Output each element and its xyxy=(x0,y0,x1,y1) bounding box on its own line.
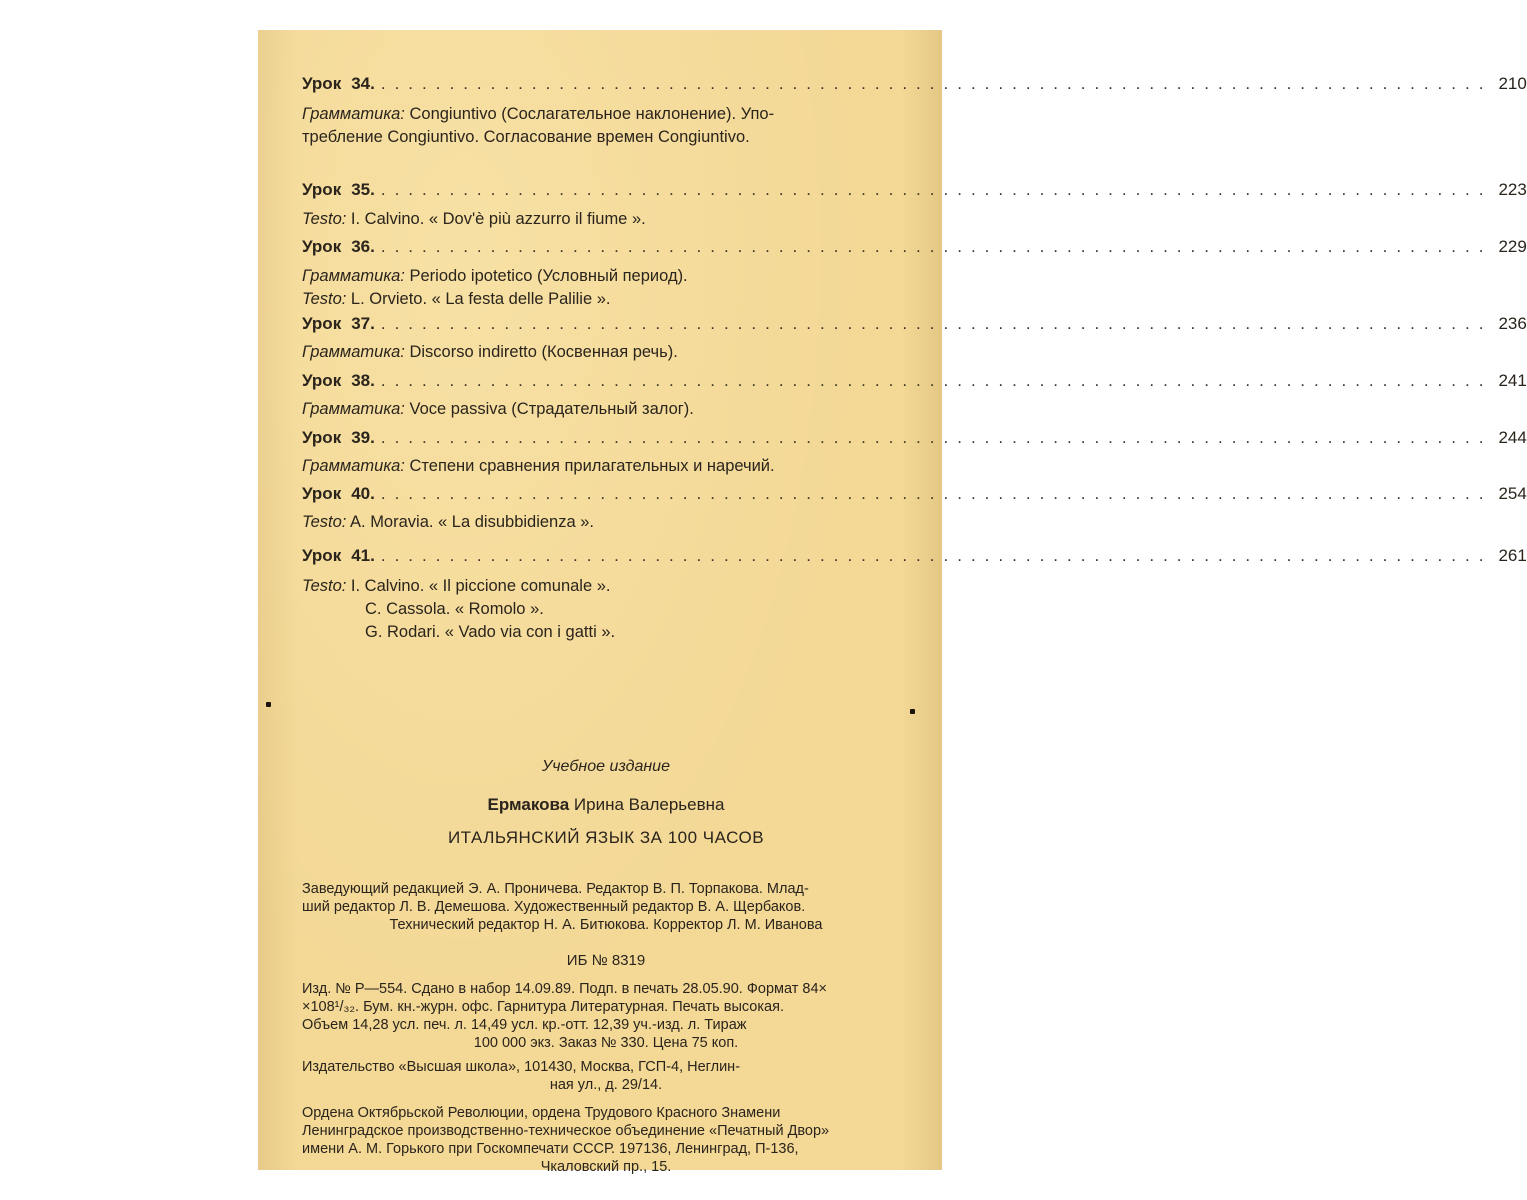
toc-row-lesson-39 xyxy=(302,426,1527,450)
page-number: 241 xyxy=(1498,371,1527,390)
book-title: ИТАЛЬЯНСКИЙ ЯЗЫК ЗА 100 ЧАСОВ xyxy=(447,828,765,847)
author-name: Ермакова Ирина Валерьевна xyxy=(487,795,725,814)
page-number: 223 xyxy=(1498,180,1527,199)
lesson-35-details: Testo: I. Calvino. « Dov'è più azzurro il fiume ». xyxy=(302,210,646,228)
lesson-label: Урок 35. xyxy=(302,180,375,199)
print-speck xyxy=(266,702,271,707)
lesson-label: Урок 34. xyxy=(302,74,375,93)
dot-leader: ................................................................................. xyxy=(380,546,1493,565)
page-number: 244 xyxy=(1498,428,1527,447)
editorial-staff: Заведующий редакцией Э. А. Проничева. Редактор В. П. Торпакова. Млад- ший редактор Л. В. Демешова. Художественный редактор В. А. Щербаков. Технический редактор Н. А. Битюкова. Корректор Л. М. Иванова xyxy=(302,881,823,933)
dot-leader: ................................................................................. xyxy=(380,428,1493,447)
lesson-38-details: Грамматика: Voce passiva (Страдательный залог). xyxy=(302,400,694,418)
book-page xyxy=(258,30,1527,1175)
dot-leader: ................................................................................. xyxy=(380,237,1493,256)
toc-row-lesson-34 xyxy=(302,72,1527,96)
toc-row-lesson-38 xyxy=(302,369,1527,393)
edition-type: Учебное издание xyxy=(542,758,670,775)
toc-row-lesson-41 xyxy=(302,544,1527,568)
dot-leader: ................................................................................. xyxy=(380,314,1493,333)
lesson-label: Урок 38. xyxy=(302,371,375,390)
toc-row-lesson-40 xyxy=(302,482,1527,506)
printer-info: Ордена Октябрьской Революции, ордена Трудового Красного Знамени Ленинградское производственно-техническое объединение «Печатный Двор» имени А. М. Горького при Госкомпечати СССР. 197136, Ленинград, П-136, Чкаловский пр., 15. xyxy=(302,1105,830,1175)
toc-row-lesson-37 xyxy=(302,312,1527,336)
dot-leader: ................................................................................. xyxy=(380,371,1493,390)
lesson-34-details: Грамматика: Congiuntivo (Сослагательное наклонение). Упо- требление Congiuntivo. Согласование времен Congiuntivo. xyxy=(302,105,775,146)
page-number: 254 xyxy=(1498,484,1527,503)
lesson-label: Урок 41. xyxy=(302,546,375,565)
dot-leader: ................................................................................. xyxy=(380,180,1493,199)
toc-row-lesson-36 xyxy=(302,235,1527,259)
lesson-label: Урок 40. xyxy=(302,484,375,503)
lesson-label: Урок 36. xyxy=(302,237,375,256)
lesson-37-details: Грамматика: Discorso indiretto (Косвенная речь). xyxy=(302,343,678,361)
toc-row-lesson-35 xyxy=(302,178,1527,202)
dot-leader: ................................................................................. xyxy=(380,484,1493,503)
lesson-40-details: Testo: A. Moravia. « La disubbidienza ». xyxy=(302,513,594,531)
page-number: 261 xyxy=(1498,546,1527,565)
page-number: 229 xyxy=(1498,237,1527,256)
lesson-36-details: Грамматика: Periodo ipotetico (Условный период). Testo: L. Orvieto. « La festa delle Palilie ». xyxy=(302,267,688,308)
print-info: Изд. № Р—554. Сдано в набор 14.09.89. Подп. в печать 28.05.90. Формат 84× ×108¹/₃₂. Бум. кн.-журн. офс. Гарнитура Литературная. Печать высокая. Объем 14,28 усл. печ. л. 14,49 усл. кр.-отт. 12,39 уч.-изд. л. Тираж 100 000 экз. Заказ № 330. Цена 75 коп. xyxy=(302,981,827,1051)
publisher-info: Издательство «Высшая школа», 101430, Москва, ГСП-4, Неглин- ная ул., д. 29/14. xyxy=(302,1059,741,1093)
lesson-41-details: Testo: I. Calvino. « Il piccione comunale ». C. Cassola. « Romolo ». G. Rodari. « Vado via con i gatti ». xyxy=(302,577,616,641)
lesson-label: Урок 39. xyxy=(302,428,375,447)
ib-number: ИБ № 8319 xyxy=(566,952,646,969)
dot-leader: ................................................................................. xyxy=(380,74,1493,93)
lesson-label: Урок 37. xyxy=(302,314,375,333)
page-number: 210 xyxy=(1498,74,1527,93)
lesson-39-details: Грамматика: Степени сравнения прилагательных и наречий. xyxy=(302,457,775,475)
print-speck xyxy=(910,709,915,714)
page-number: 236 xyxy=(1498,314,1527,333)
